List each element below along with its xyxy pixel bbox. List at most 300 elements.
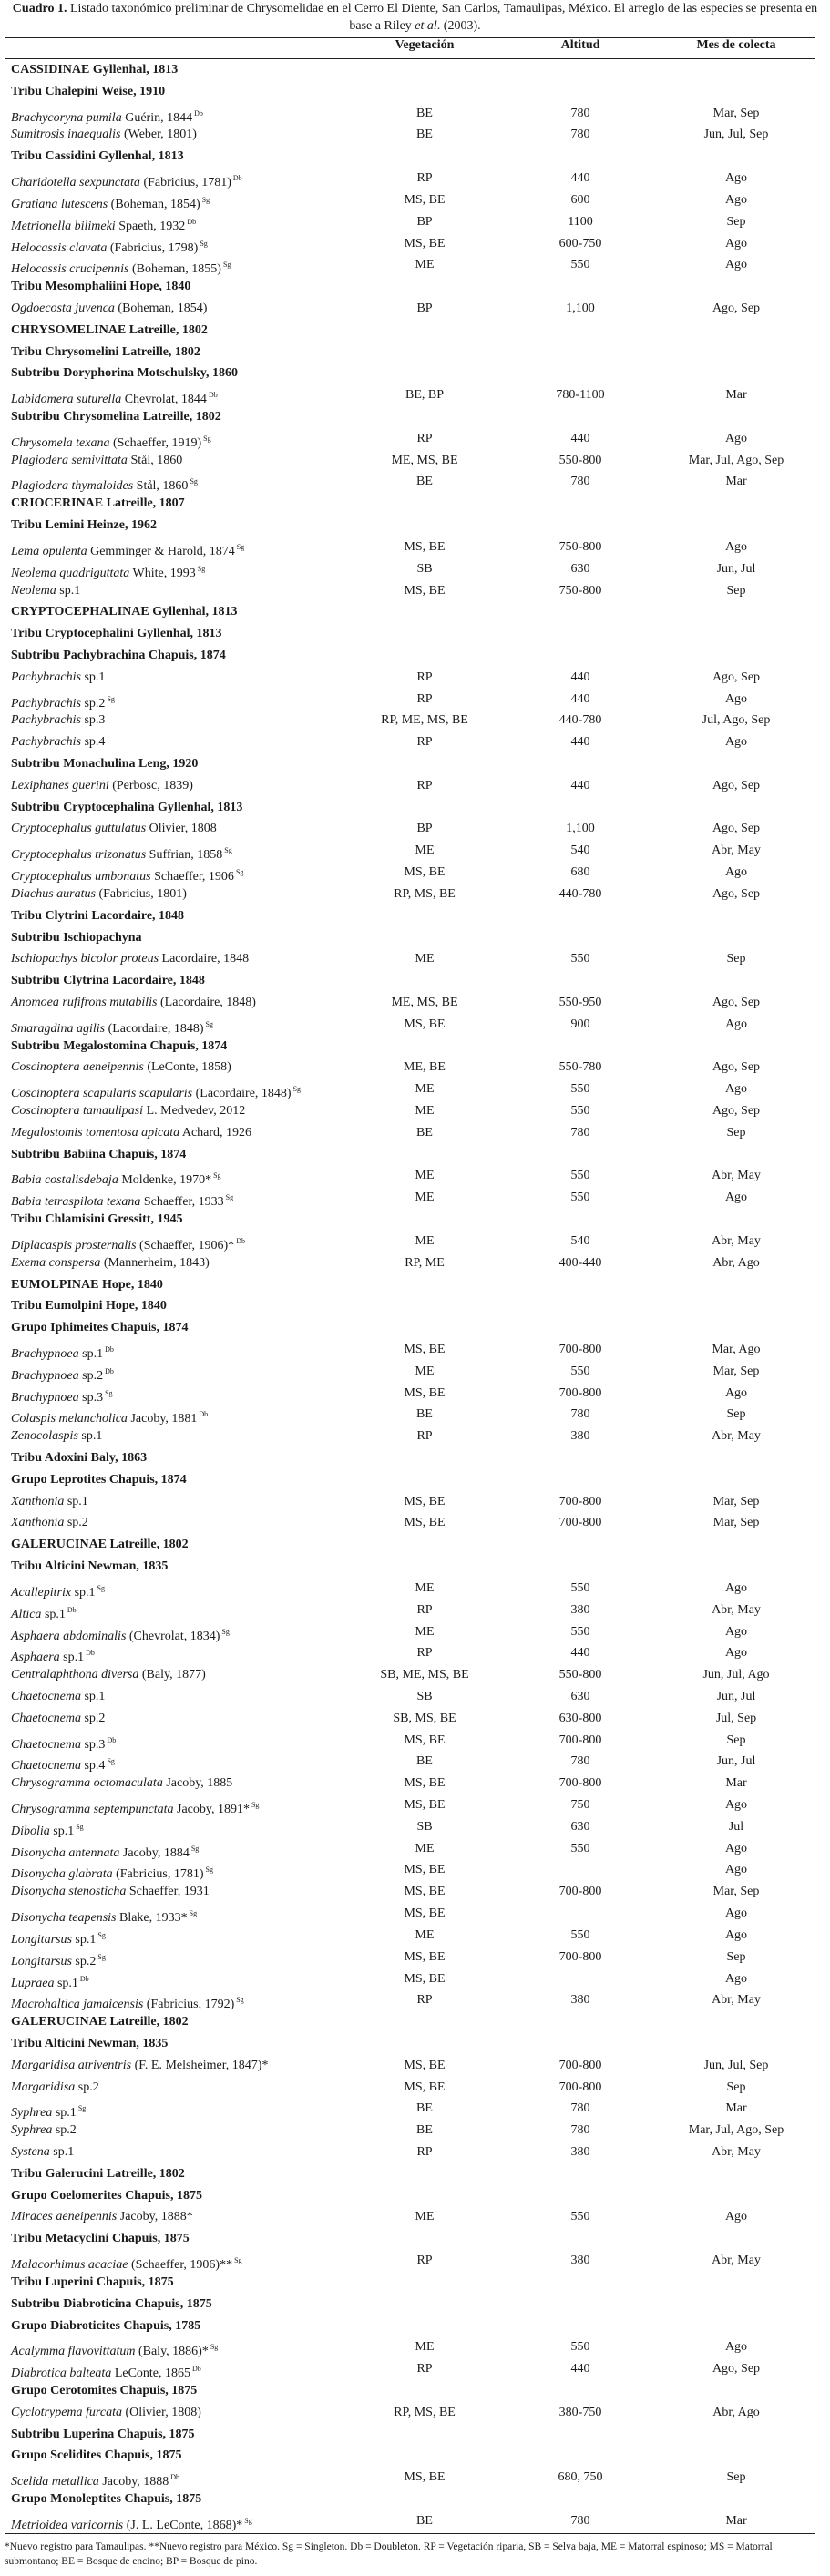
species-row [0, 1100, 830, 1122]
taxon-heading: Subtribu Babiina Chapuis, 1874 [11, 1147, 187, 1161]
taxon-heading: CRIOCERINAE Latreille, 1807 [11, 496, 185, 511]
scientific-name: Acalymma flavovittatum [11, 2345, 136, 2359]
scientific-name: Asphaera abdominalis [11, 1629, 127, 1643]
author: sp.1 [53, 1824, 75, 1838]
vegetacion-cell: MS, BE [404, 1516, 446, 1530]
vegetacion-cell: SB [416, 1819, 433, 1834]
vegetacion-cell: MS, BE [404, 1971, 446, 1986]
abundance-mark: Sg [213, 1171, 221, 1181]
scientific-name: Scelida metallica [11, 2475, 99, 2489]
mes-cell: Ago [724, 258, 748, 272]
vegetacion-cell: RP [416, 1993, 433, 2008]
species-row [0, 189, 830, 211]
species-row [0, 1859, 830, 1881]
vegetacion-cell: MS, BE [404, 1017, 446, 1031]
altitud-cell: 750 [570, 1798, 590, 1812]
author: White, 1993 [132, 566, 196, 580]
taxon-heading-row [0, 363, 830, 384]
author: Guérin, 1844 [125, 110, 193, 125]
species-name [11, 1512, 88, 1534]
mes-cell: Jul, Ago, Sep [702, 713, 771, 728]
vegetacion-cell: RP [416, 171, 433, 186]
author: Jacoby, 1885 [166, 1776, 233, 1791]
abundance-mark: Sg [189, 1909, 198, 1918]
author: sp.1 [53, 2145, 75, 2159]
scientific-name: Margaridisa atriventris [11, 2058, 132, 2072]
scientific-name: Brachycoryna pumila [11, 110, 122, 125]
species-name [11, 1057, 231, 1078]
author: (Baly, 1877) [141, 1668, 206, 1682]
species-row [0, 384, 830, 406]
vegetacion-cell: MS, BE [404, 1863, 446, 1877]
mes-cell: Mar [725, 475, 747, 489]
mes-cell: Jul [728, 1819, 744, 1834]
mes-cell: Abr, May [712, 1429, 761, 1444]
mes-cell: Mar, Jul, Ago, Sep [688, 2123, 784, 2138]
scientific-name: Helocassis crucipennis [11, 262, 129, 277]
species-row [0, 1903, 830, 1925]
mes-cell: Sep [726, 1733, 746, 1747]
species-name [11, 450, 182, 472]
table-header [0, 38, 830, 58]
species-row [0, 298, 830, 320]
taxon-heading: Tribu Metacyclini Chapuis, 1875 [11, 2232, 190, 2246]
mes-cell: Abr, May [712, 843, 761, 858]
vegetacion-cell: ME [415, 2210, 435, 2224]
taxon-heading-row [0, 1295, 830, 1317]
vegetacion-cell: ME [415, 258, 435, 272]
taxon-heading: EUMOLPINAE Hope, 1840 [11, 1277, 163, 1292]
mes-cell: Ago [724, 1798, 748, 1812]
species-row [0, 1925, 830, 1947]
species-row [0, 1491, 830, 1513]
author: sp.4 [84, 735, 106, 750]
species-row [0, 1989, 830, 2011]
mes-cell: Ago, Sep [712, 995, 761, 1009]
altitud-cell: 780 [570, 475, 590, 489]
altitud-cell: 550-950 [558, 995, 602, 1009]
altitud-cell: 780 [570, 2101, 590, 2116]
taxon-heading: Subtribu Ischiopachyna [11, 930, 142, 945]
altitud-cell: 780 [570, 106, 590, 120]
abundance-mark: Sg [190, 1844, 200, 1853]
species-row [0, 537, 830, 558]
species-row [0, 2142, 830, 2163]
vegetacion-cell: ME [415, 952, 435, 966]
mes-cell: Sep [726, 2470, 746, 2485]
species-row [0, 1730, 830, 1752]
mes-cell: Mar [725, 2101, 747, 2116]
vegetacion-cell: ME [415, 1364, 435, 1378]
taxon-heading: Tribu Chrysomelini Latreille, 1802 [11, 344, 200, 359]
mes-cell: Abr, May [712, 2145, 761, 2159]
scientific-name: Pachybrachis [11, 735, 81, 750]
scientific-name: Smaragdina agilis [11, 1021, 106, 1036]
taxon-heading-row [0, 320, 830, 342]
species-row [0, 2250, 830, 2272]
mes-cell: Ago [724, 1017, 748, 1031]
vegetacion-cell: MS, BE [404, 192, 446, 207]
species-row [0, 1708, 830, 1730]
taxon-heading: Subtribu Cryptocephalina Gyllenhal, 1813 [11, 800, 243, 814]
taxon-heading-row [0, 1274, 830, 1296]
species-row [0, 2077, 830, 2099]
scientific-name: Syphrea [11, 2123, 53, 2138]
taxon-heading-row [0, 406, 830, 428]
mes-cell: Abr, May [712, 1602, 761, 1617]
altitud-cell: 1,100 [566, 301, 595, 315]
species-row [0, 2336, 830, 2358]
abundance-mark: Db [79, 1974, 89, 1983]
scientific-name: Chaetocnema [11, 1737, 81, 1752]
taxon-heading-row [0, 1469, 830, 1491]
altitud-cell: 440 [570, 778, 590, 792]
author: (Boheman, 1854) [110, 197, 200, 211]
scientific-name: Brachypnoea [11, 1390, 79, 1405]
vegetacion-cell: RP [416, 1602, 433, 1617]
vegetacion-cell: MS, BE [404, 2470, 446, 2485]
author: (Lacordaire, 1848) [195, 1087, 292, 1101]
altitud-cell: 550 [570, 1191, 590, 1205]
species-name [11, 124, 197, 146]
altitud-cell: 680, 750 [558, 2470, 603, 2485]
author: (J. L. LeConte, 1868)* [126, 2518, 243, 2532]
altitud-cell: 630 [570, 1689, 590, 1703]
species-name [11, 1426, 102, 1447]
species-row [0, 211, 830, 233]
vegetacion-cell: MS, BE [404, 865, 446, 880]
altitud-cell: 380-750 [558, 2405, 602, 2419]
altitud-cell: 700-800 [558, 1776, 602, 1791]
altitud-cell: 700-800 [558, 2080, 602, 2094]
altitud-cell: 780 [570, 1754, 590, 1769]
altitud-cell: 550-780 [558, 1060, 602, 1075]
taxon-heading: GALERUCINAE Latreille, 1802 [11, 1538, 189, 1552]
taxon-heading-row [0, 970, 830, 992]
vegetacion-cell: BE [416, 1407, 433, 1422]
scientific-name: Chrysomela texana [11, 435, 110, 450]
scientific-name: Pachybrachis [11, 713, 81, 728]
vegetacion-cell: RP [416, 2254, 433, 2268]
taxon-heading: Tribu Chlamisini Gressitt, 1945 [11, 1212, 183, 1227]
author: sp.1 [82, 1346, 104, 1361]
abundance-mark: Sg [236, 542, 245, 551]
scientific-name: Xanthonia [11, 1494, 65, 1508]
scientific-name: Anomoea rufifrons mutabilis [11, 995, 158, 1009]
species-row [0, 689, 830, 710]
scientific-name: Gratiana lutescens [11, 197, 108, 211]
taxon-heading: Subtribu Megalostomina Chapuis, 1874 [11, 1038, 228, 1053]
species-row [0, 818, 830, 840]
species-name [11, 775, 193, 797]
species-name [11, 580, 80, 602]
scientific-name: Disonycha teapensis [11, 1911, 117, 1926]
scientific-name: Chaetocnema [11, 1759, 81, 1774]
species-row [0, 124, 830, 146]
mes-cell: Abr, May [712, 1169, 761, 1183]
author: (Fabricius, 1781) [143, 176, 231, 190]
taxon-heading-row [0, 927, 830, 949]
species-row [0, 1014, 830, 1036]
vegetacion-cell: ME [415, 1580, 435, 1595]
author: Stål, 1860 [130, 453, 183, 467]
mes-cell: Ago [724, 1191, 748, 1205]
taxon-heading-row [0, 2033, 830, 2055]
scientific-name: Xanthonia [11, 1516, 65, 1530]
altitud-cell: 600 [570, 192, 590, 207]
abundance-mark: Sg [107, 1757, 115, 1766]
vegetacion-cell: ME [415, 843, 435, 858]
species-name [11, 298, 207, 320]
scientific-name: Brachypnoea [11, 1368, 79, 1383]
species-row [0, 1600, 830, 1621]
vegetacion-cell: SB, ME, MS, BE [380, 1668, 469, 1682]
scientific-name: Lexiphanes guerini [11, 778, 109, 792]
altitud-cell: 630 [570, 561, 590, 576]
abundance-mark: Db [199, 1410, 209, 1419]
scientific-name: Longitarsus [11, 1932, 72, 1947]
abundance-mark: Db [232, 174, 242, 183]
scientific-name: Metrionella bilimeki [11, 219, 116, 233]
vegetacion-cell: ME [415, 1841, 435, 1855]
taxon-heading: Subtribu Clytrina Lacordaire, 1848 [11, 974, 205, 988]
vegetacion-cell: BE [416, 2513, 433, 2528]
altitud-cell: 700-800 [558, 2058, 602, 2072]
altitud-cell: 440 [570, 171, 590, 186]
table-body [0, 59, 830, 2532]
altitud-cell: 550 [570, 1841, 590, 1855]
mes-cell: Abr, Ago [712, 1255, 760, 1270]
scientific-name: Disonycha stenosticha [11, 1885, 127, 1899]
taxon-heading-row [0, 1036, 830, 1058]
scientific-name: Miraces aeneipennis [11, 2210, 118, 2224]
species-row [0, 1881, 830, 1903]
mes-cell: Ago [724, 236, 748, 250]
mes-cell: Abr, Ago [712, 2405, 760, 2419]
species-row [0, 1404, 830, 1426]
species-row [0, 1078, 830, 1100]
header-altitud: Altitud [560, 38, 600, 52]
altitud-cell: 440 [570, 431, 590, 445]
abundance-mark: Db [208, 391, 218, 400]
species-row [0, 840, 830, 862]
caption-italic: et al [415, 19, 437, 33]
author: sp.1 [44, 1607, 66, 1621]
author: Gemminger & Harold, 1874 [90, 544, 235, 558]
vegetacion-cell: ME [415, 1927, 435, 1942]
species-row [0, 1383, 830, 1405]
taxon-heading: Subtribu Pachybrachina Chapuis, 1874 [11, 648, 226, 662]
species-name [11, 710, 105, 731]
species-row [0, 2120, 830, 2142]
abundance-mark: Sg [205, 1019, 213, 1028]
species-row [0, 103, 830, 125]
author: sp.1 [55, 2106, 77, 2121]
altitud-cell: 400-440 [558, 1255, 602, 1270]
abundance-mark: Db [236, 1236, 245, 1245]
species-row [0, 1122, 830, 1144]
author: (Weber, 1801) [123, 128, 197, 142]
mes-cell: Ago [724, 192, 748, 207]
vegetacion-cell: RP, ME, MS, BE [381, 713, 468, 728]
scientific-name: Chaetocnema [11, 1711, 81, 1725]
altitud-cell: 750-800 [558, 539, 602, 554]
author: sp.1 [56, 1976, 78, 1990]
scientific-name: Labidomera suturella [11, 393, 122, 407]
species-row [0, 2055, 830, 2077]
altitud-cell: 550 [570, 1624, 590, 1639]
mes-cell: Mar, Sep [712, 1494, 760, 1508]
altitud-cell: 540 [570, 843, 590, 858]
author: sp.3 [84, 1737, 106, 1752]
species-row [0, 731, 830, 753]
taxon-heading-row [0, 1534, 830, 1556]
vegetacion-cell: RP [416, 431, 433, 445]
vegetacion-cell: RP, MS, BE [394, 886, 456, 901]
author: sp.1 [75, 1932, 97, 1947]
abundance-mark: Db [105, 1366, 114, 1375]
caption-after: . (2003). [436, 19, 481, 33]
species-row [0, 2510, 830, 2532]
taxon-heading: Grupo Scelidites Chapuis, 1875 [11, 2448, 182, 2463]
taxon-heading: Tribu Cryptocephalini Gyllenhal, 1813 [11, 627, 222, 641]
author: Jacoby, 1888 [102, 2475, 169, 2489]
scientific-name: Diplacaspis prosternalis [11, 1238, 137, 1252]
altitud-cell: 1,100 [566, 822, 595, 836]
altitud-cell: 700-800 [558, 1342, 602, 1356]
taxon-heading-row [0, 2294, 830, 2315]
vegetacion-cell: RP [416, 670, 433, 684]
mes-cell: Mar, Sep [712, 1885, 760, 1899]
vegetacion-cell: ME, MS, BE [391, 453, 458, 467]
vegetacion-cell: RP [416, 2145, 433, 2159]
altitud-cell: 780 [570, 1407, 590, 1422]
altitud-cell: 780 [570, 1125, 590, 1140]
abundance-mark: Sg [222, 261, 231, 270]
mes-cell: Ago [724, 1841, 748, 1855]
taxon-heading-row [0, 601, 830, 623]
scientific-name: Margaridisa [11, 2080, 76, 2094]
abundance-mark: Sg [105, 1388, 113, 1397]
taxon-heading: Grupo Diabroticites Chapuis, 1785 [11, 2318, 201, 2333]
taxon-heading: CRYPTOCEPHALINAE Gyllenhal, 1813 [11, 605, 238, 619]
taxon-heading: Subtribu Monachulina Leng, 1920 [11, 757, 199, 771]
species-row [0, 710, 830, 731]
scientific-name: Ogdoecosta juvenca [11, 301, 115, 315]
mes-cell: Mar, Sep [712, 106, 760, 120]
scientific-name: Asphaera [11, 1651, 60, 1665]
mes-cell: Ago [724, 1863, 748, 1877]
altitud-cell: 900 [570, 1017, 590, 1031]
mes-cell: Mar [725, 388, 747, 403]
vegetacion-cell: MS, BE [404, 1342, 446, 1356]
abundance-mark: Sg [76, 1822, 84, 1831]
vegetacion-cell: MS, BE [404, 1733, 446, 1747]
altitud-cell: 1100 [568, 214, 593, 229]
altitud-cell: 440 [570, 1646, 590, 1661]
abundance-mark: Sg [234, 2256, 242, 2265]
author: sp.2 [77, 2080, 99, 2094]
species-row [0, 428, 830, 450]
mes-cell: Mar, Sep [712, 1516, 760, 1530]
author: sp.1 [74, 1585, 96, 1600]
scientific-name: Centralaphthona diversa [11, 1668, 139, 1682]
species-row [0, 1773, 830, 1794]
scientific-name: Lupraea [11, 1976, 55, 1990]
mes-cell: Ago, Sep [712, 822, 761, 836]
author: (F. E. Melsheimer, 1847)* [134, 2058, 269, 2072]
taxon-heading-row [0, 342, 830, 363]
vegetacion-cell: RP, MS, BE [394, 2405, 456, 2419]
abundance-mark: Db [194, 108, 203, 118]
taxon-heading: Tribu Lemini Heinze, 1962 [11, 518, 157, 533]
mes-cell: Jun, Jul, Sep [703, 128, 769, 142]
mes-cell: Ago [724, 171, 748, 186]
altitud-cell: 700-800 [558, 1494, 602, 1508]
mes-cell: Ago [724, 1906, 748, 1921]
table-caption [9, 0, 821, 35]
altitud-cell: 550 [570, 1104, 590, 1118]
species-row [0, 775, 830, 797]
taxon-heading: Grupo Iphimeites Chapuis, 1874 [11, 1321, 189, 1335]
vegetacion-cell: ME, MS, BE [391, 995, 458, 1009]
species-row [0, 471, 830, 493]
author: sp.2 [75, 1954, 97, 1968]
vegetacion-cell: ME [415, 1104, 435, 1118]
vegetacion-cell: MS, BE [404, 1385, 446, 1400]
author: sp.1 [67, 1494, 88, 1508]
mes-cell: Sep [726, 1407, 746, 1422]
vegetacion-cell: ME [415, 2340, 435, 2355]
scientific-name: Cryptocephalus guttulatus [11, 822, 147, 836]
taxon-heading-row [0, 753, 830, 775]
altitud-cell: 550 [570, 1169, 590, 1183]
mes-cell: Abr, May [712, 2254, 761, 2268]
species-row [0, 1794, 830, 1816]
vegetacion-cell: ME [415, 1169, 435, 1183]
author: Lacordaire, 1848 [161, 952, 250, 966]
abundance-mark: Db [192, 2365, 201, 2374]
author: (Baly, 1886)* [138, 2345, 209, 2359]
scientific-name: Chrysogramma octomaculata [11, 1776, 163, 1791]
mes-cell: Jul, Sep [715, 1711, 757, 1725]
author: L. Medvedev, 2012 [146, 1104, 246, 1118]
altitud-cell: 600-750 [558, 236, 602, 250]
mes-cell: Ago [724, 1580, 748, 1595]
author: (Boheman, 1854) [118, 301, 208, 315]
vegetacion-cell: BP [416, 214, 433, 229]
mes-cell: Sep [726, 1125, 746, 1140]
vegetacion-cell: RP, ME [405, 1255, 445, 1270]
species-name [11, 2120, 77, 2142]
species-name [11, 2206, 193, 2228]
author: (Boheman, 1855) [131, 262, 221, 277]
mes-cell: Ago [724, 2210, 748, 2224]
scientific-name: Cyclotrypema furcata [11, 2405, 122, 2419]
taxon-heading-row [0, 2489, 830, 2510]
mes-cell: Sep [726, 2080, 746, 2094]
vegetacion-cell: RP [416, 1646, 433, 1661]
abundance-mark: Sg [210, 2343, 219, 2352]
footnote: *Nuevo registro para Tamaulipas. **Nuevo registro para México. Sg = Singleton. Db = Doubleton. RP = Vegetación riparia, SB = Selva baja, ME = Matorral espinoso; MS = Matorral submontano; BE = Bosque de encino; BP = Bosque de pino. [5, 2541, 773, 2567]
abundance-mark: Db [107, 1735, 117, 1744]
scientific-name: Coscinoptera tamaulipasi [11, 1104, 144, 1118]
vegetacion-cell: RP [416, 691, 433, 706]
scientific-name: Disonycha antennata [11, 1845, 120, 1860]
species-row [0, 1686, 830, 1708]
vegetacion-cell: MS, BE [404, 1494, 446, 1508]
species-name [11, 2055, 268, 2077]
